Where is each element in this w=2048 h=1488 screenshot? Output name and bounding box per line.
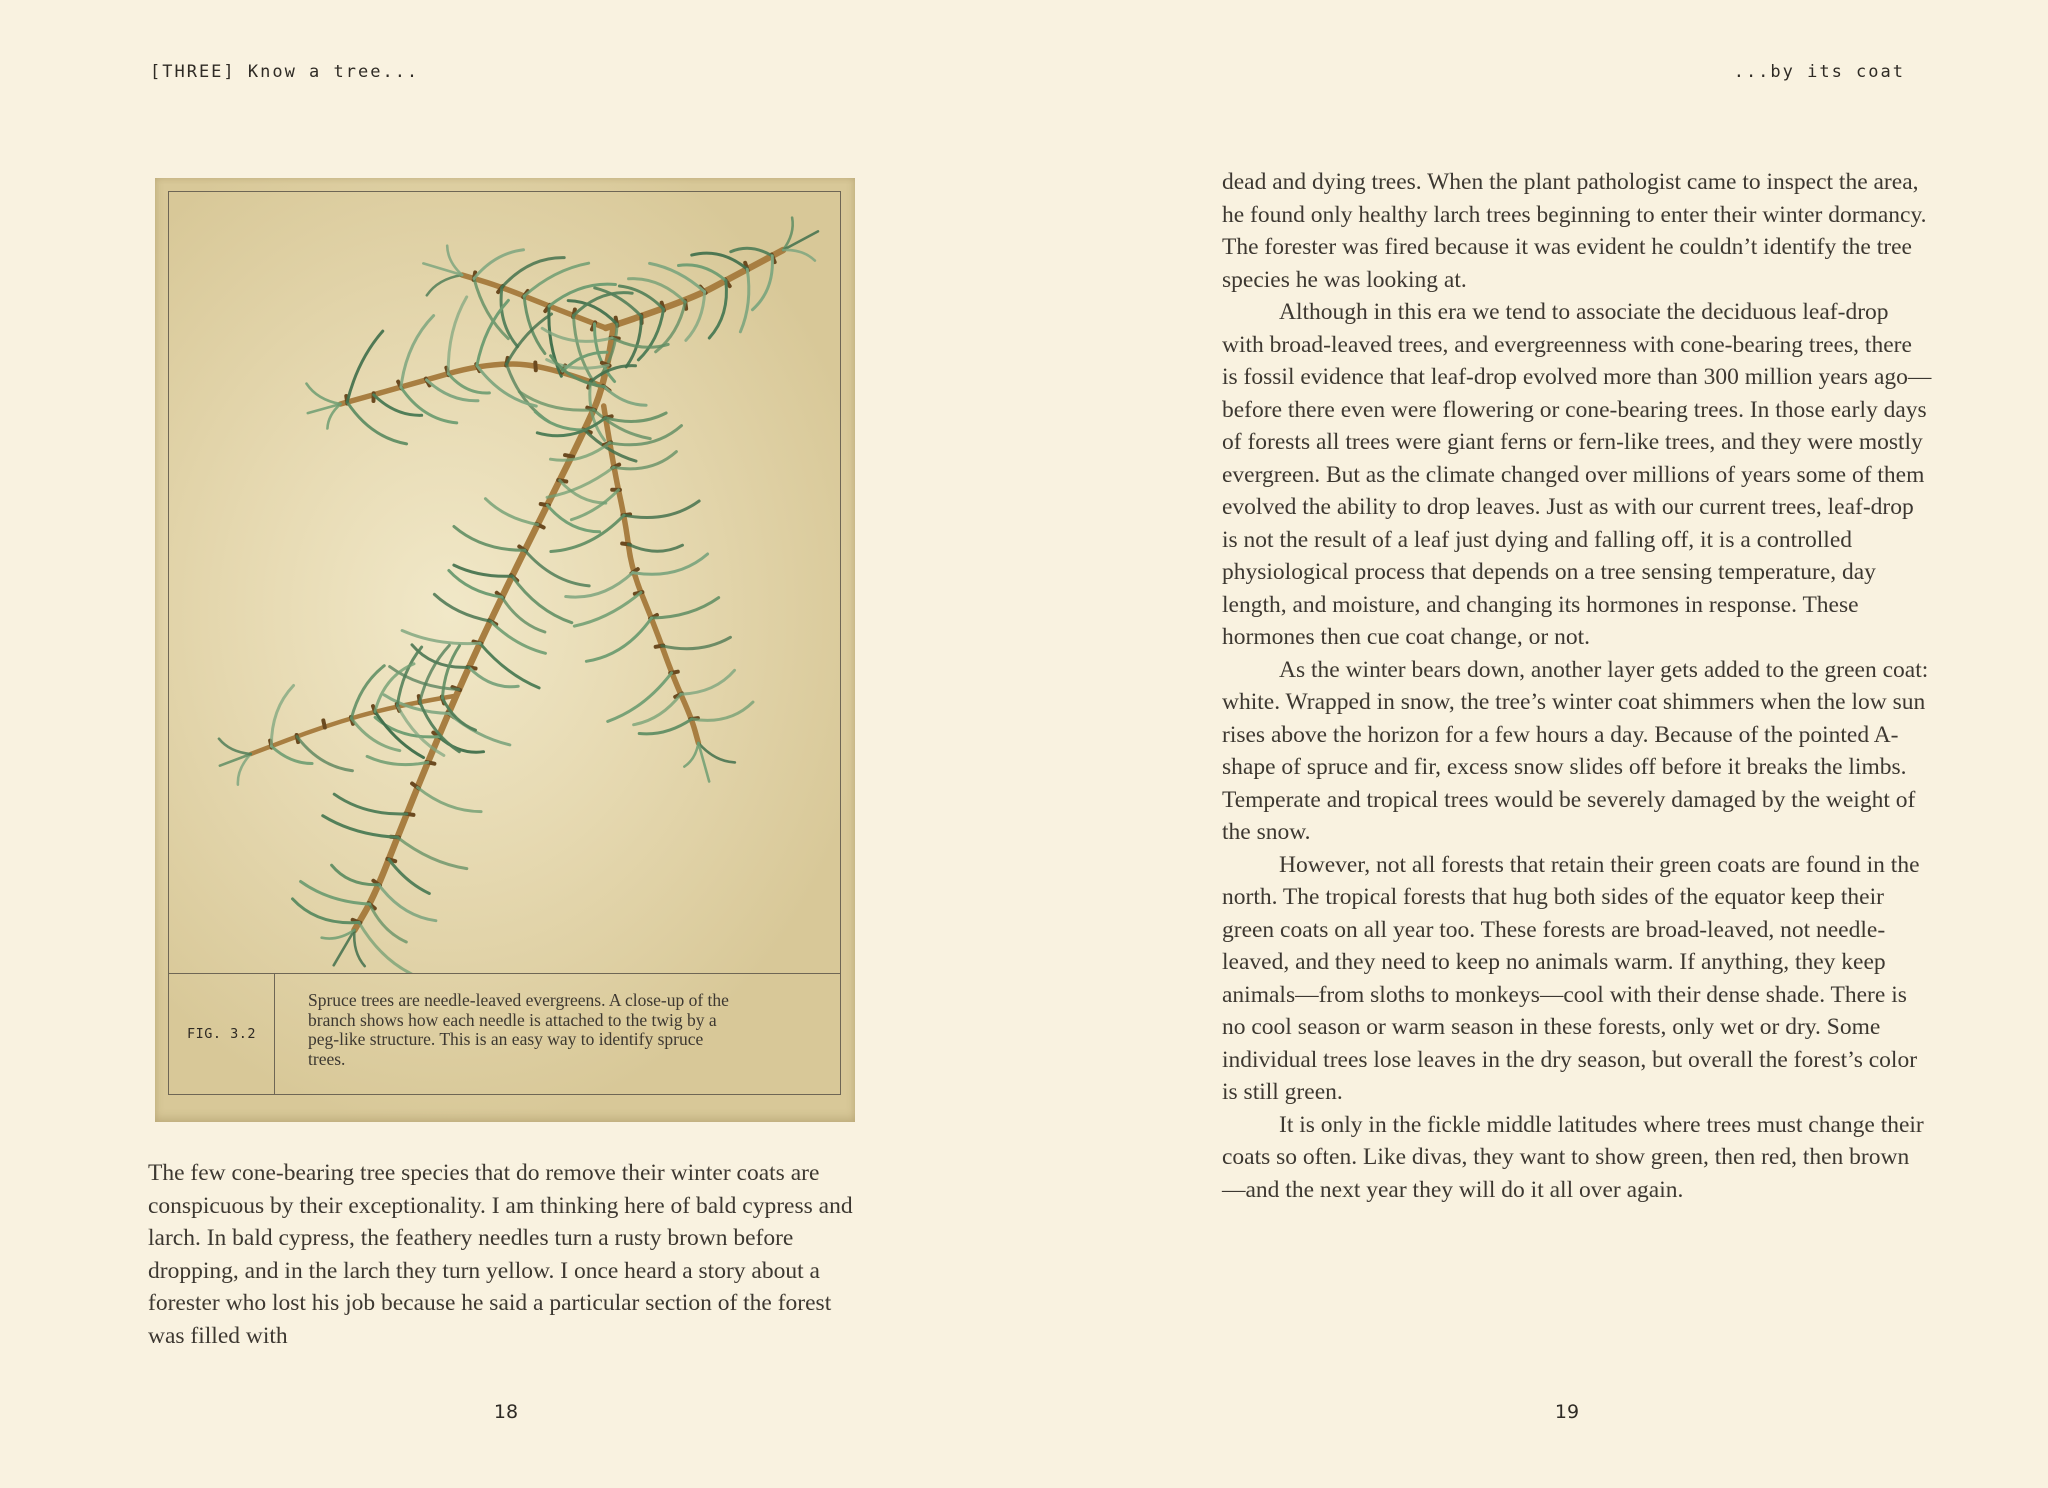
- figure-label: FIG. 3.2: [169, 974, 275, 1094]
- figure-caption: Spruce trees are needle-leaved evergreens. A close-up of the branch shows how each needle is attached to the twig by a peg-like structure. This is an easy way to identify spruce trees.: [308, 990, 729, 1069]
- body-paragraph: dead and dying trees. When the plant pathologist came to inspect the area, he found only healthy larch trees beginning to enter their winter dormancy. The forester was fired because it was evident he couldn’t identify the tree species he was looking at.: [1222, 169, 1927, 293]
- body-paragraph: It is only in the fickle middle latitudes where trees must change their coats so often. Like divas, they want to show green, then red, then brown—and the next year they will do it all over again.: [1222, 1111, 1924, 1203]
- figure-art-area: [169, 192, 840, 973]
- page-number-left: 18: [493, 1401, 519, 1423]
- spruce-branch-illustration: [169, 192, 840, 973]
- running-head-right: ...by its coat: [1733, 62, 1905, 82]
- right-body-column: [1222, 166, 1932, 1206]
- running-head-left: [THREE] Know a tree...: [150, 62, 420, 82]
- body-paragraph: As the winter bears down, another layer gets added to the green coat: white. Wrapped in snow, the tree’s winter coat shimmers when the low sun rises above the horizon for a few hours a day. Because of the pointed A-shape of spruce and fir, excess snow slides off before it breaks the limbs. Temperate and tropical trees would be severely damaged by the weight of the snow.: [1222, 656, 1929, 845]
- figure-frame: [168, 191, 841, 1095]
- body-paragraph: The few cone-bearing tree species that do remove their winter coats are conspicuous by their exceptionality. I am thinking here of bald cypress and larch. In bald cypress, the feathery needles turn a rusty brown before dropping, and in the larch they turn yellow. I once heard a story about a forester who lost his job because he said a particular section of the forest was filled with: [148, 1160, 853, 1349]
- body-paragraph: However, not all forests that retain their green coats are found in the north. The tropical forests that hug both sides of the equator keep their green coats on all year too. These forests are broad-leaved, not needle-leaved, and they need to keep no animals warm. If anything, they keep animals—from sloths to monkeys—cool with their dense shade. There is no cool season or warm season in these forests, only wet or dry. Some individual trees lose leaves in the dry season, but overall the forest’s color is still green.: [1222, 851, 1920, 1105]
- figure-caption-band: [169, 973, 840, 1094]
- figure-3-2: [155, 178, 855, 1122]
- body-paragraph: Although in this era we tend to associate the deciduous leaf-drop with broad-leaved trees, and evergreenness with cone-bearing trees, there is fossil evidence that leaf-drop evolved more than 300 million years ago—before there even were flowering or cone-bearing trees. In those early days of forests all trees were giant ferns or fern-like trees, and they were mostly evergreen. But as the climate changed over millions of years some of them evolved the ability to drop leaves. Just as with our current trees, leaf-drop is not the result of a leaf just dying and falling off, it is a controlled physiological process that depends on a tree sensing temperature, day length, and moisture, and changing its hormones in response. These hormones then cue coat change, or not.: [1222, 299, 1932, 650]
- right-page: [1024, 0, 2048, 1488]
- page-number-right: 19: [1554, 1401, 1580, 1423]
- left-body-column: [148, 1157, 862, 1352]
